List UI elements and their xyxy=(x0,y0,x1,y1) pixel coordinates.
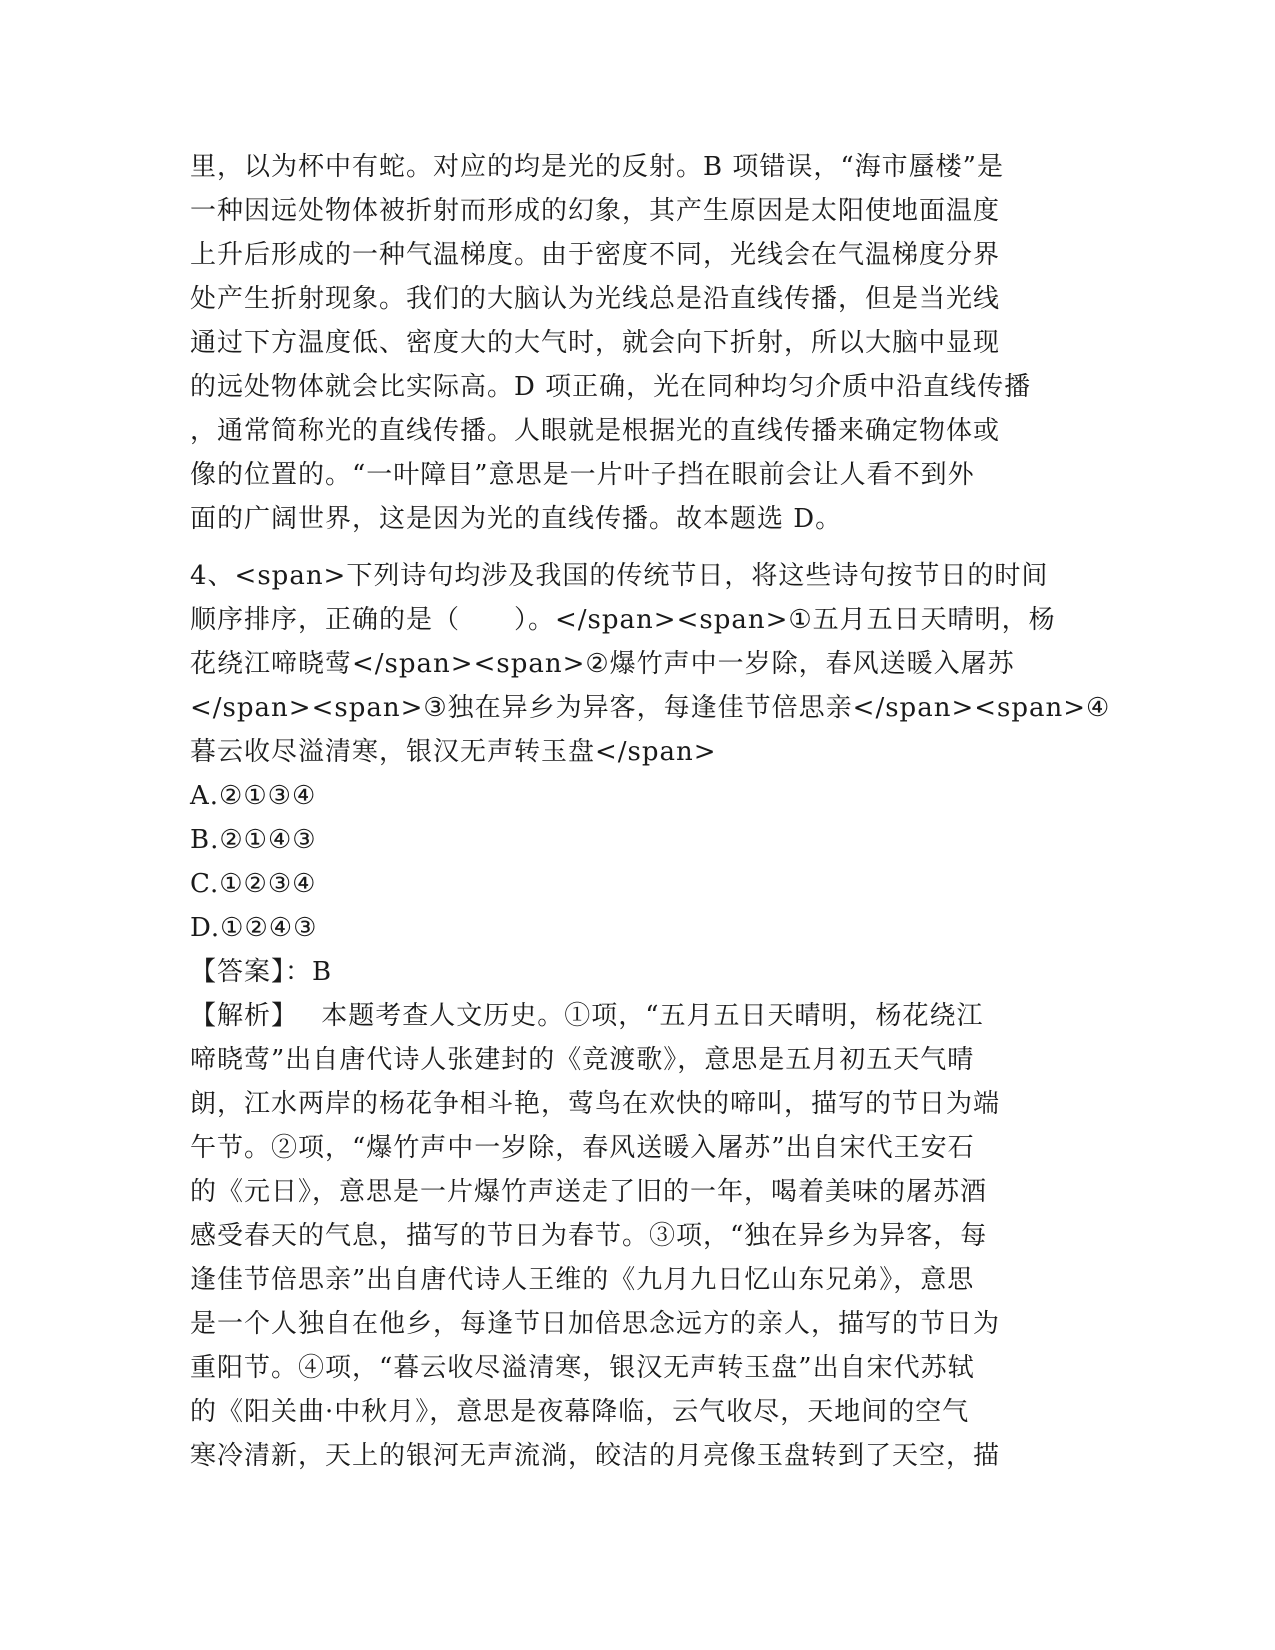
text-line: 朗，江水两岸的杨花争相斗艳，莺鸟在欢快的啼叫，描写的节日为端 xyxy=(190,1089,1001,1119)
option-a: A.②①③④ xyxy=(190,781,317,811)
text-line: 处产生折射现象。我们的大脑认为光线总是沿直线传播，但是当光线 xyxy=(190,284,1001,314)
text-line: 寒冷清新，天上的银河无声流淌，皎洁的月亮像玉盘转到了天空，描 xyxy=(190,1441,1001,1471)
previous-explanation xyxy=(190,145,1090,541)
text-line: 里，以为杯中有蛇。对应的均是光的反射。B 项错误，“海市蜃楼”是 xyxy=(190,152,1004,182)
text-line: 的《元日》，意思是一片爆竹声送走了旧的一年，喝着美味的屠苏酒 xyxy=(190,1177,988,1207)
text-line: 花绕江啼晓莺</span><span>②爆竹声中一岁除，春风送暖入屠苏 xyxy=(190,649,1015,679)
text-line: 像的位置的。“一叶障目”意思是一片叶子挡在眼前会让人看不到外 xyxy=(190,460,975,490)
text-line: 4、<span>下列诗句均涉及我国的传统节日，将这些诗句按节日的时间 xyxy=(190,561,1049,591)
question-stem xyxy=(190,554,1111,774)
text-line: 上升后形成的一种气温梯度。由于密度不同，光线会在气温梯度分界 xyxy=(190,240,1001,270)
document-page xyxy=(190,145,1111,1478)
text-line: 重阳节。④项，“暮云收尽溢清寒，银汉无声转玉盘”出自宋代苏轼 xyxy=(190,1353,975,1383)
text-line: </span><span>③独在异乡为异客，每逢佳节倍思亲</span><span>④ xyxy=(190,693,1111,723)
option-list xyxy=(190,774,1090,950)
text-line: 感受春天的气息，描写的节日为春节。③项，“独在异乡为异客，每 xyxy=(190,1221,988,1251)
text-line: 逢佳节倍思亲”出自唐代诗人王维的《九月九日忆山东兄弟》，意思 xyxy=(190,1265,975,1295)
text-line: 通过下方温度低、密度大的大气时，就会向下折射，所以大脑中显现 xyxy=(190,328,1001,358)
answer-line: 【答案】：B xyxy=(190,957,333,987)
text-line: 暮云收尽溢清寒，银汉无声转玉盘</span> xyxy=(190,737,717,767)
option-c: C.①②③④ xyxy=(190,869,317,899)
text-line: 啼晓莺”出自唐代诗人张建封的《竞渡歌》，意思是五月初五天气晴 xyxy=(190,1045,975,1075)
analysis xyxy=(190,994,1090,1478)
text-line: 午节。②项，“爆竹声中一岁除，春风送暖入屠苏”出自宋代王安石 xyxy=(190,1133,975,1163)
option-d: D.①②④③ xyxy=(190,913,318,943)
paragraph-gap xyxy=(190,541,1090,554)
text-line: ，通常简称光的直线传播。人眼就是根据光的直线传播来确定物体或 xyxy=(190,416,1001,446)
text-line: 一种因远处物体被折射而形成的幻象，其产生原因是太阳使地面温度 xyxy=(190,196,1001,226)
text-line: 【解析】 本题考查人文历史。①项，“五月五日天晴明，杨花绕江 xyxy=(190,1001,984,1031)
text-line: 的《阳关曲·中秋月》，意思是夜幕降临，云气收尽，天地间的空气 xyxy=(190,1397,970,1427)
text-line: 面的广阔世界，这是因为光的直线传播。故本题选 D。 xyxy=(190,504,843,534)
text-line: 的远处物体就会比实际高。D 项正确，光在同种均匀介质中沿直线传播 xyxy=(190,372,1032,402)
text-line: 顺序排序，正确的是（ ）。</span><span>①五月五日天晴明，杨 xyxy=(190,605,1056,635)
text-line: 是一个人独自在他乡，每逢节日加倍思念远方的亲人，描写的节日为 xyxy=(190,1309,1001,1339)
option-b: B.②①④③ xyxy=(190,825,317,855)
question-4 xyxy=(190,554,1111,1478)
